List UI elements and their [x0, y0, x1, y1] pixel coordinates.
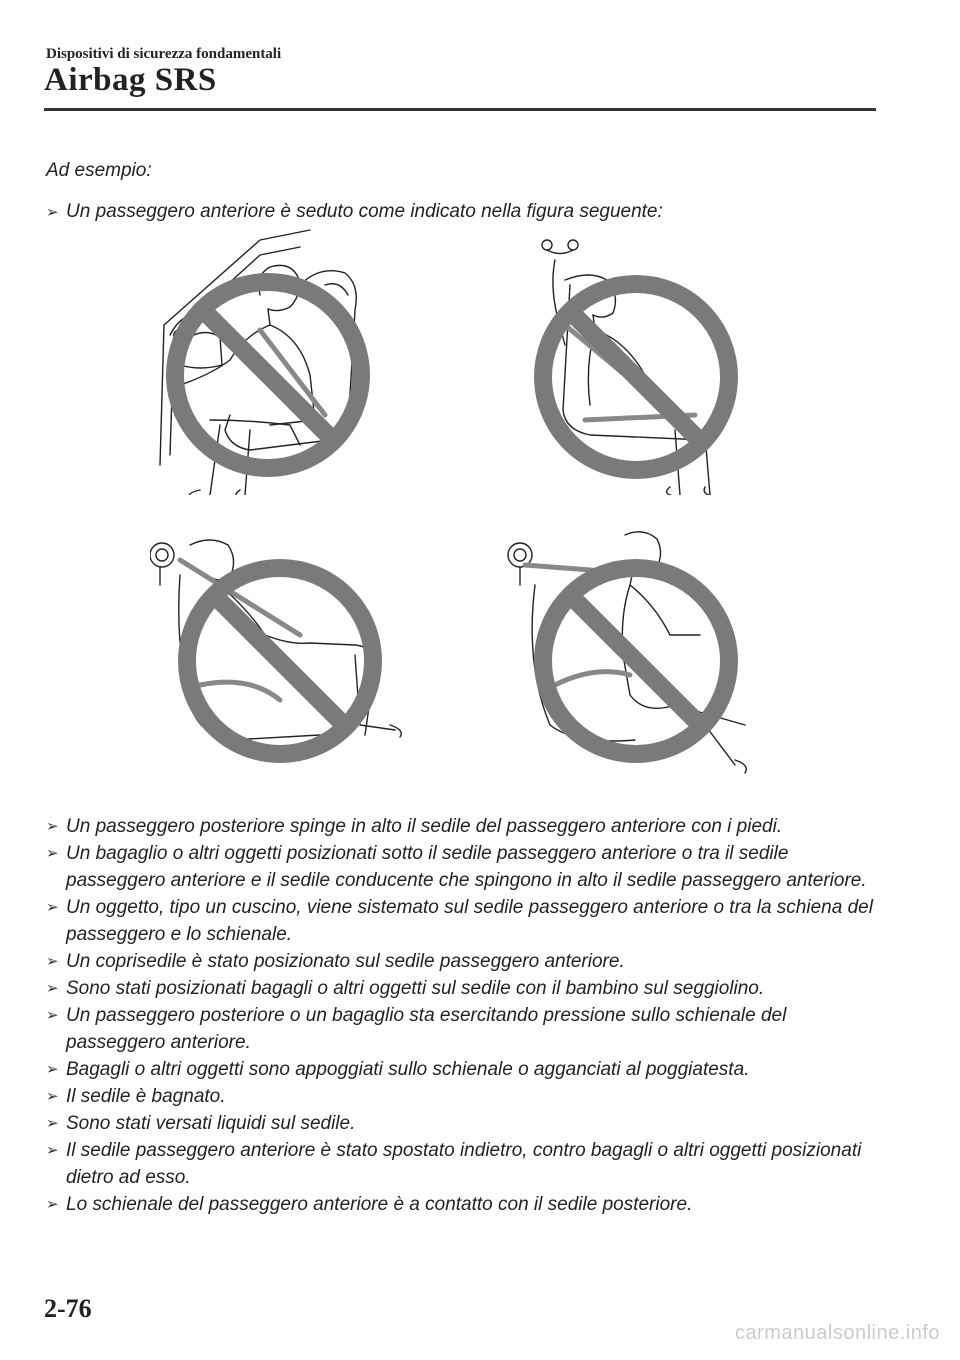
- prohibition-sign-icon: [543, 568, 729, 754]
- prohibition-sign-icon: [187, 568, 373, 754]
- list-item-text: Bagagli o altri oggetti sono appoggiati sullo schienale o agganciati al poggiatesta.: [66, 1059, 750, 1080]
- list-item-text: Un bagaglio o altri oggetti posizionati sotto il sedile passeggero anteriore o tra il sedile passeggero anteriore e il sedile conducente che spingono in alto il sedile passeggero anteriore.: [66, 843, 867, 891]
- page-title: Airbag SRS: [44, 62, 217, 98]
- list-item: [46, 1137, 886, 1191]
- list-item-text: Sono stati versati liquidi sul sedile.: [66, 1113, 356, 1134]
- list-item-text: Un passeggero posteriore o un bagaglio sta esercitando pressione sullo schienale del passeggero anteriore.: [66, 1005, 787, 1053]
- bullet-arrow-icon: ➢: [46, 1115, 59, 1132]
- list-item-text: Un oggetto, tipo un cuscino, viene sistemato sul sedile passeggero anteriore o tra la schiena del passeggero e lo schienale.: [66, 897, 873, 945]
- list-item-text: Sono stati posizionati bagagli o altri oggetti sul sedile con il bambino sul seggiolino.: [66, 978, 765, 999]
- bullet-text: Un passeggero anteriore è seduto come indicato nella figura seguente:: [66, 201, 663, 222]
- bullet-arrow-icon: ➢: [46, 1142, 59, 1159]
- list-item: [46, 1191, 886, 1218]
- prohibition-sign-icon: [543, 284, 729, 470]
- intro-text: Ad esempio:: [46, 160, 152, 181]
- illustration-slouching-drawing: [150, 525, 430, 795]
- list-item: [46, 975, 886, 1002]
- bullet-arrow-icon: ➢: [46, 204, 59, 221]
- list-item-text: Un coprisedile è stato posizionato sul sedile passeggero anteriore.: [66, 951, 625, 972]
- list-item: [46, 1083, 886, 1110]
- bullet-arrow-icon: ➢: [46, 1196, 59, 1213]
- bullet-arrow-icon: ➢: [46, 1007, 59, 1024]
- bullet-arrow-icon: ➢: [46, 1061, 59, 1078]
- list-item: [46, 1056, 886, 1083]
- list-item: [46, 1002, 886, 1056]
- bullet-arrow-icon: ➢: [46, 980, 59, 997]
- bullet-arrow-icon: ➢: [46, 953, 59, 970]
- list-item-text: Il sedile è bagnato.: [66, 1086, 226, 1107]
- condition-list: [46, 813, 886, 1218]
- section-label: Dispositivi di sicurezza fondamentali: [46, 46, 282, 62]
- bullet-arrow-icon: ➢: [46, 845, 59, 862]
- bullet-item-seating: [46, 201, 886, 223]
- illustration-slouching: [150, 525, 430, 795]
- illustration-leaning-door: [150, 225, 430, 495]
- illustration-grid: [150, 225, 770, 795]
- bullet-arrow-icon: ➢: [46, 899, 59, 916]
- list-item-text: Il sedile passeggero anteriore è stato spostato indietro, contro bagagli o altri oggetti posizionati dietro ad esso.: [66, 1140, 862, 1188]
- list-item: [46, 894, 886, 948]
- watermark: carmanualsonline.info: [734, 1322, 940, 1344]
- list-item: [46, 1110, 886, 1137]
- list-item: [46, 813, 886, 840]
- illustration-holding-handle-drawing: [495, 225, 775, 495]
- list-item: [46, 948, 886, 975]
- page-number: 2-76: [44, 1294, 92, 1323]
- bullet-arrow-icon: ➢: [46, 818, 59, 835]
- illustration-seat-edge-drawing: [495, 525, 775, 795]
- list-item-text: Un passeggero posteriore spinge in alto il sedile del passeggero anteriore con i piedi.: [66, 816, 783, 837]
- bullet-arrow-icon: ➢: [46, 1088, 59, 1105]
- illustration-seat-edge: [495, 525, 775, 795]
- list-item-text: Lo schienale del passeggero anteriore è a contatto con il sedile posteriore.: [66, 1194, 693, 1215]
- illustration-leaning-door-drawing: [150, 225, 430, 495]
- illustration-holding-handle: [495, 225, 775, 495]
- list-item: [46, 840, 886, 894]
- title-divider: [44, 108, 876, 111]
